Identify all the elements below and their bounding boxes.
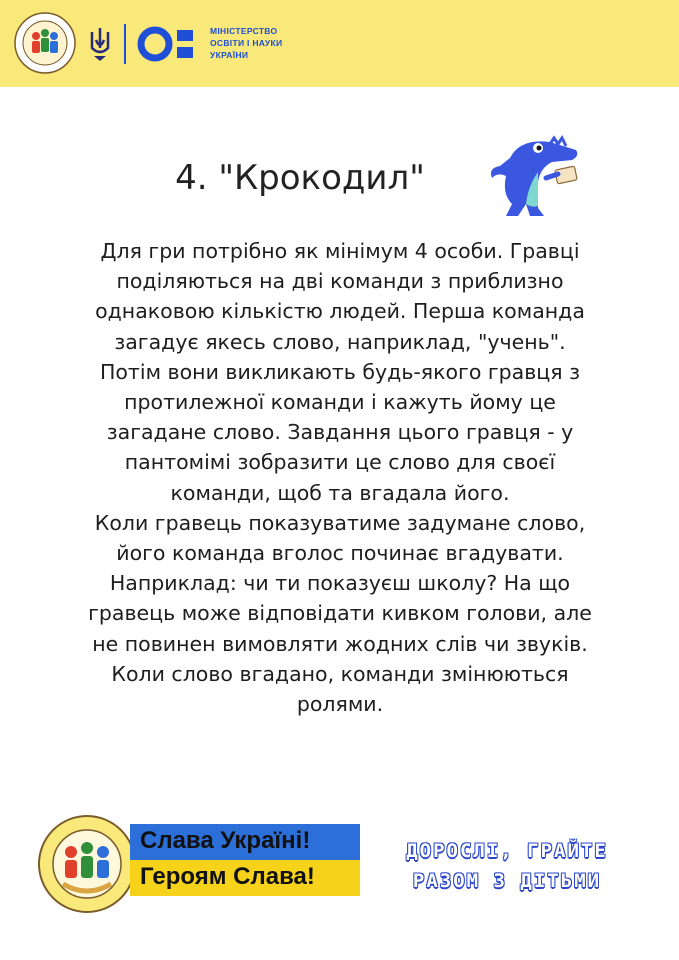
ministry-line: УКРАЇНИ bbox=[210, 50, 249, 60]
rules-line: команди, щоб та вгадала його. bbox=[170, 480, 510, 505]
ministry-line: ОСВІТИ І НАУКИ bbox=[210, 38, 283, 48]
rules-line: пантомімі зобразити це слово для своєї bbox=[124, 450, 556, 475]
page-title: 4. "Крокодил" bbox=[175, 158, 425, 198]
organization-logo bbox=[14, 12, 76, 74]
rules-line: не повинен вимовляти жодних слів чи звуків. bbox=[92, 631, 588, 656]
ministry-logo-icon bbox=[137, 24, 197, 64]
rules-line: поділяються на дві команди з приблизно bbox=[116, 269, 564, 294]
trident-icon bbox=[88, 26, 112, 62]
rules-line: ролями. bbox=[296, 692, 384, 717]
slogan-line: ДОРОСЛІ, ГРАЙТЕ bbox=[406, 840, 608, 862]
rules-line: однаковою кількістю людей. Перша команда bbox=[95, 299, 585, 324]
slava-line-1: Слава Україні! bbox=[140, 827, 311, 854]
slava-ukraini-banner bbox=[130, 824, 360, 896]
rules-line: Коли гравець показуватиме задумане слово, bbox=[94, 510, 586, 535]
rules-line: Коли слово вгадано, команди змінюються bbox=[111, 661, 569, 686]
ministry-name bbox=[210, 25, 340, 61]
rules-line: протилежної команди і кажуть йому це bbox=[124, 390, 556, 415]
rules-line: Наприклад: чи ти показуєш школу? На що bbox=[109, 571, 571, 596]
rules-line: Для гри потрібно як мінімум 4 особи. Гравці bbox=[100, 239, 580, 263]
organization-seal bbox=[37, 814, 137, 914]
header-divider bbox=[124, 24, 126, 64]
ministry-line: МІНІСТЕРСТВО bbox=[210, 26, 278, 36]
slava-line-2: Героям Слава! bbox=[140, 863, 315, 890]
slogan bbox=[372, 836, 642, 896]
crocodile-icon bbox=[480, 128, 590, 224]
header-banner bbox=[0, 0, 679, 87]
rules-line: загадує якесь слово, наприклад, "учень". bbox=[114, 329, 566, 354]
rules-line: його команда вголос починає вгадувати. bbox=[116, 541, 564, 566]
rules-text bbox=[50, 236, 630, 719]
rules-line: гравець може відповідати кивком голови, але bbox=[88, 601, 592, 626]
slogan-line: РАЗОМ З ДІТЬМИ bbox=[412, 870, 602, 892]
rules-line: загадане слово. Завдання цього гравця - у bbox=[106, 420, 574, 445]
rules-line: Потім вони викликають будь-якого гравця з bbox=[99, 359, 581, 384]
